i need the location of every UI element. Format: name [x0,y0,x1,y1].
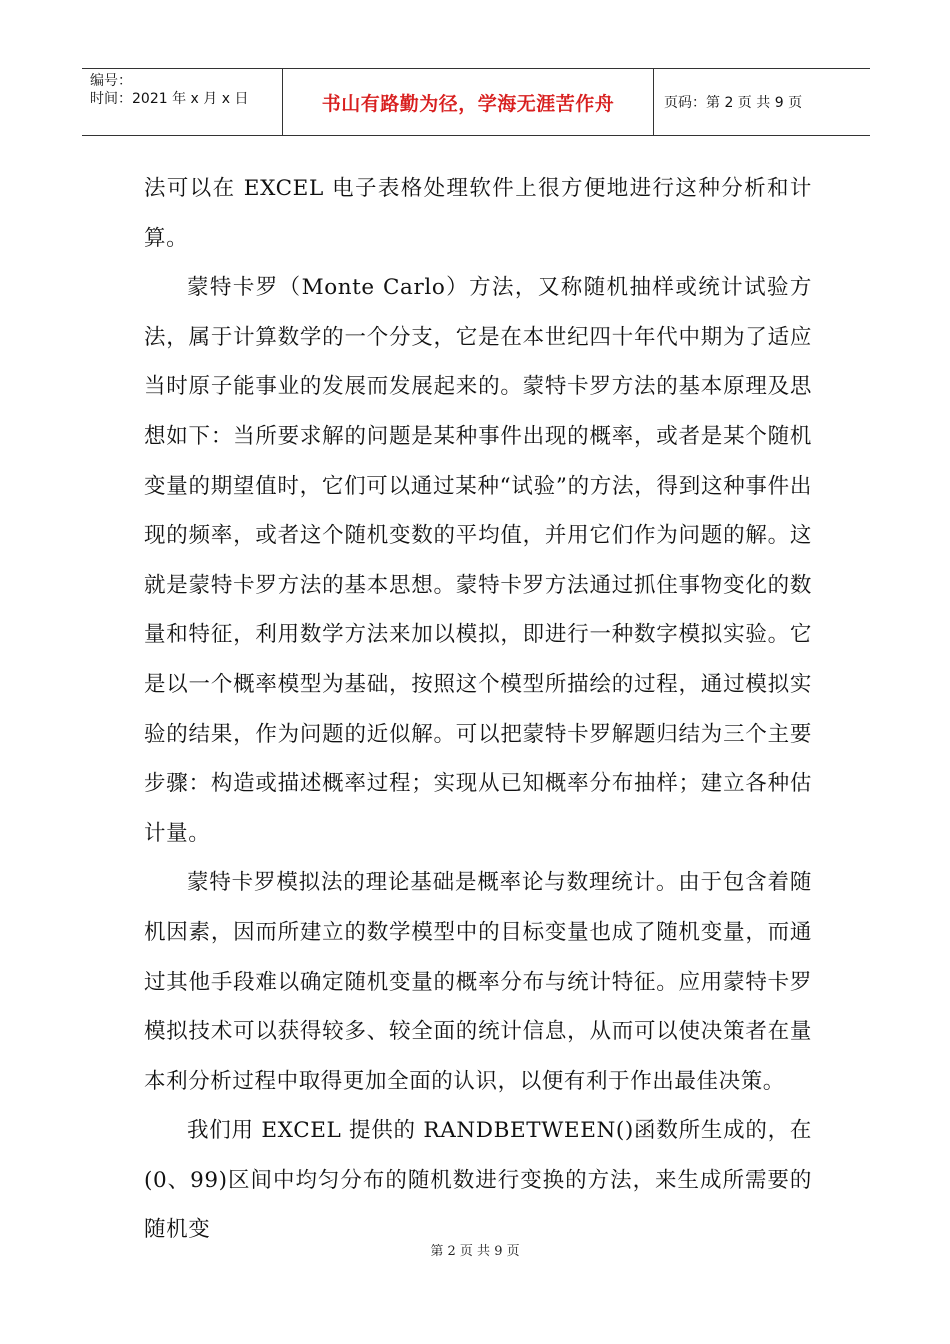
paragraph-continuation: 法可以在 EXCEL 电子表格处理软件上很方便地进行这种分析和计算。 [144,176,812,251]
document-number-label: 编号： [90,73,132,89]
document-header [82,68,870,136]
page-footer [0,1240,950,1259]
header-motto: 书山有路勤为径，学海无涯苦作舟 [321,92,615,115]
page-code-text: 页码：第 2 页 共 9 页 [664,95,803,111]
footer-page-number: 第 2 页 共 9 页 [430,1244,520,1259]
document-body [144,164,812,1255]
header-motto-cell [282,69,654,135]
paragraph-monte-carlo-intro: 蒙特卡罗（Monte Carlo）方法，又称随机抽样或统计试验方法，属于计算数学的一个分支，它是在本世纪四十年代中期为了适应当时原子能事业的发展而发展起来的。蒙特卡罗方法的基本原理及思想如下：当所要求解的问题是某种事件出现的概率，或者是某个随机变量的期望值时，它们可以通过某种“试验”的方法，得到这种事件出现的频率，或者这个随机变数的平均值，并用它们作为问题的解。这就是蒙特卡罗方法的基本思想。蒙特卡罗方法通过抓住事物变化的数量和特征，利用数学方法来加以模拟，即进行一种数字模拟实验。它是以一个概率模型为基础，按照这个模型所描绘的过程，通过模拟实验的结果，作为问题的近似解。可以把蒙特卡罗解题归结为三个主要步骤：构造或描述概率过程；实现从已知概率分布抽样；建立各种估计量。 [144,275,812,846]
header-meta [82,69,282,135]
paragraph-excel-randbetween: 我们用 EXCEL 提供的 RANDBETWEEN()函数所生成的，在(0、99)区间中均匀分布的随机数进行变换的方法，来生成所需要的随机变 [144,1118,812,1243]
document-time-label: 时间：2021 年 x 月 x 日 [90,91,249,107]
paragraph-theory-basis: 蒙特卡罗模拟法的理论基础是概率论与数理统计。由于包含着随机因素，因而所建立的数学模型中的目标变量也成了随机变量，而通过其他手段难以确定随机变量的概率分布与统计特征。应用蒙特卡罗模拟技术可以获得较多、较全面的统计信息，从而可以使决策者在量本利分析过程中取得更加全面的认识，以便有利于作出最佳决策。 [144,870,812,1094]
header-page-code [654,69,870,135]
